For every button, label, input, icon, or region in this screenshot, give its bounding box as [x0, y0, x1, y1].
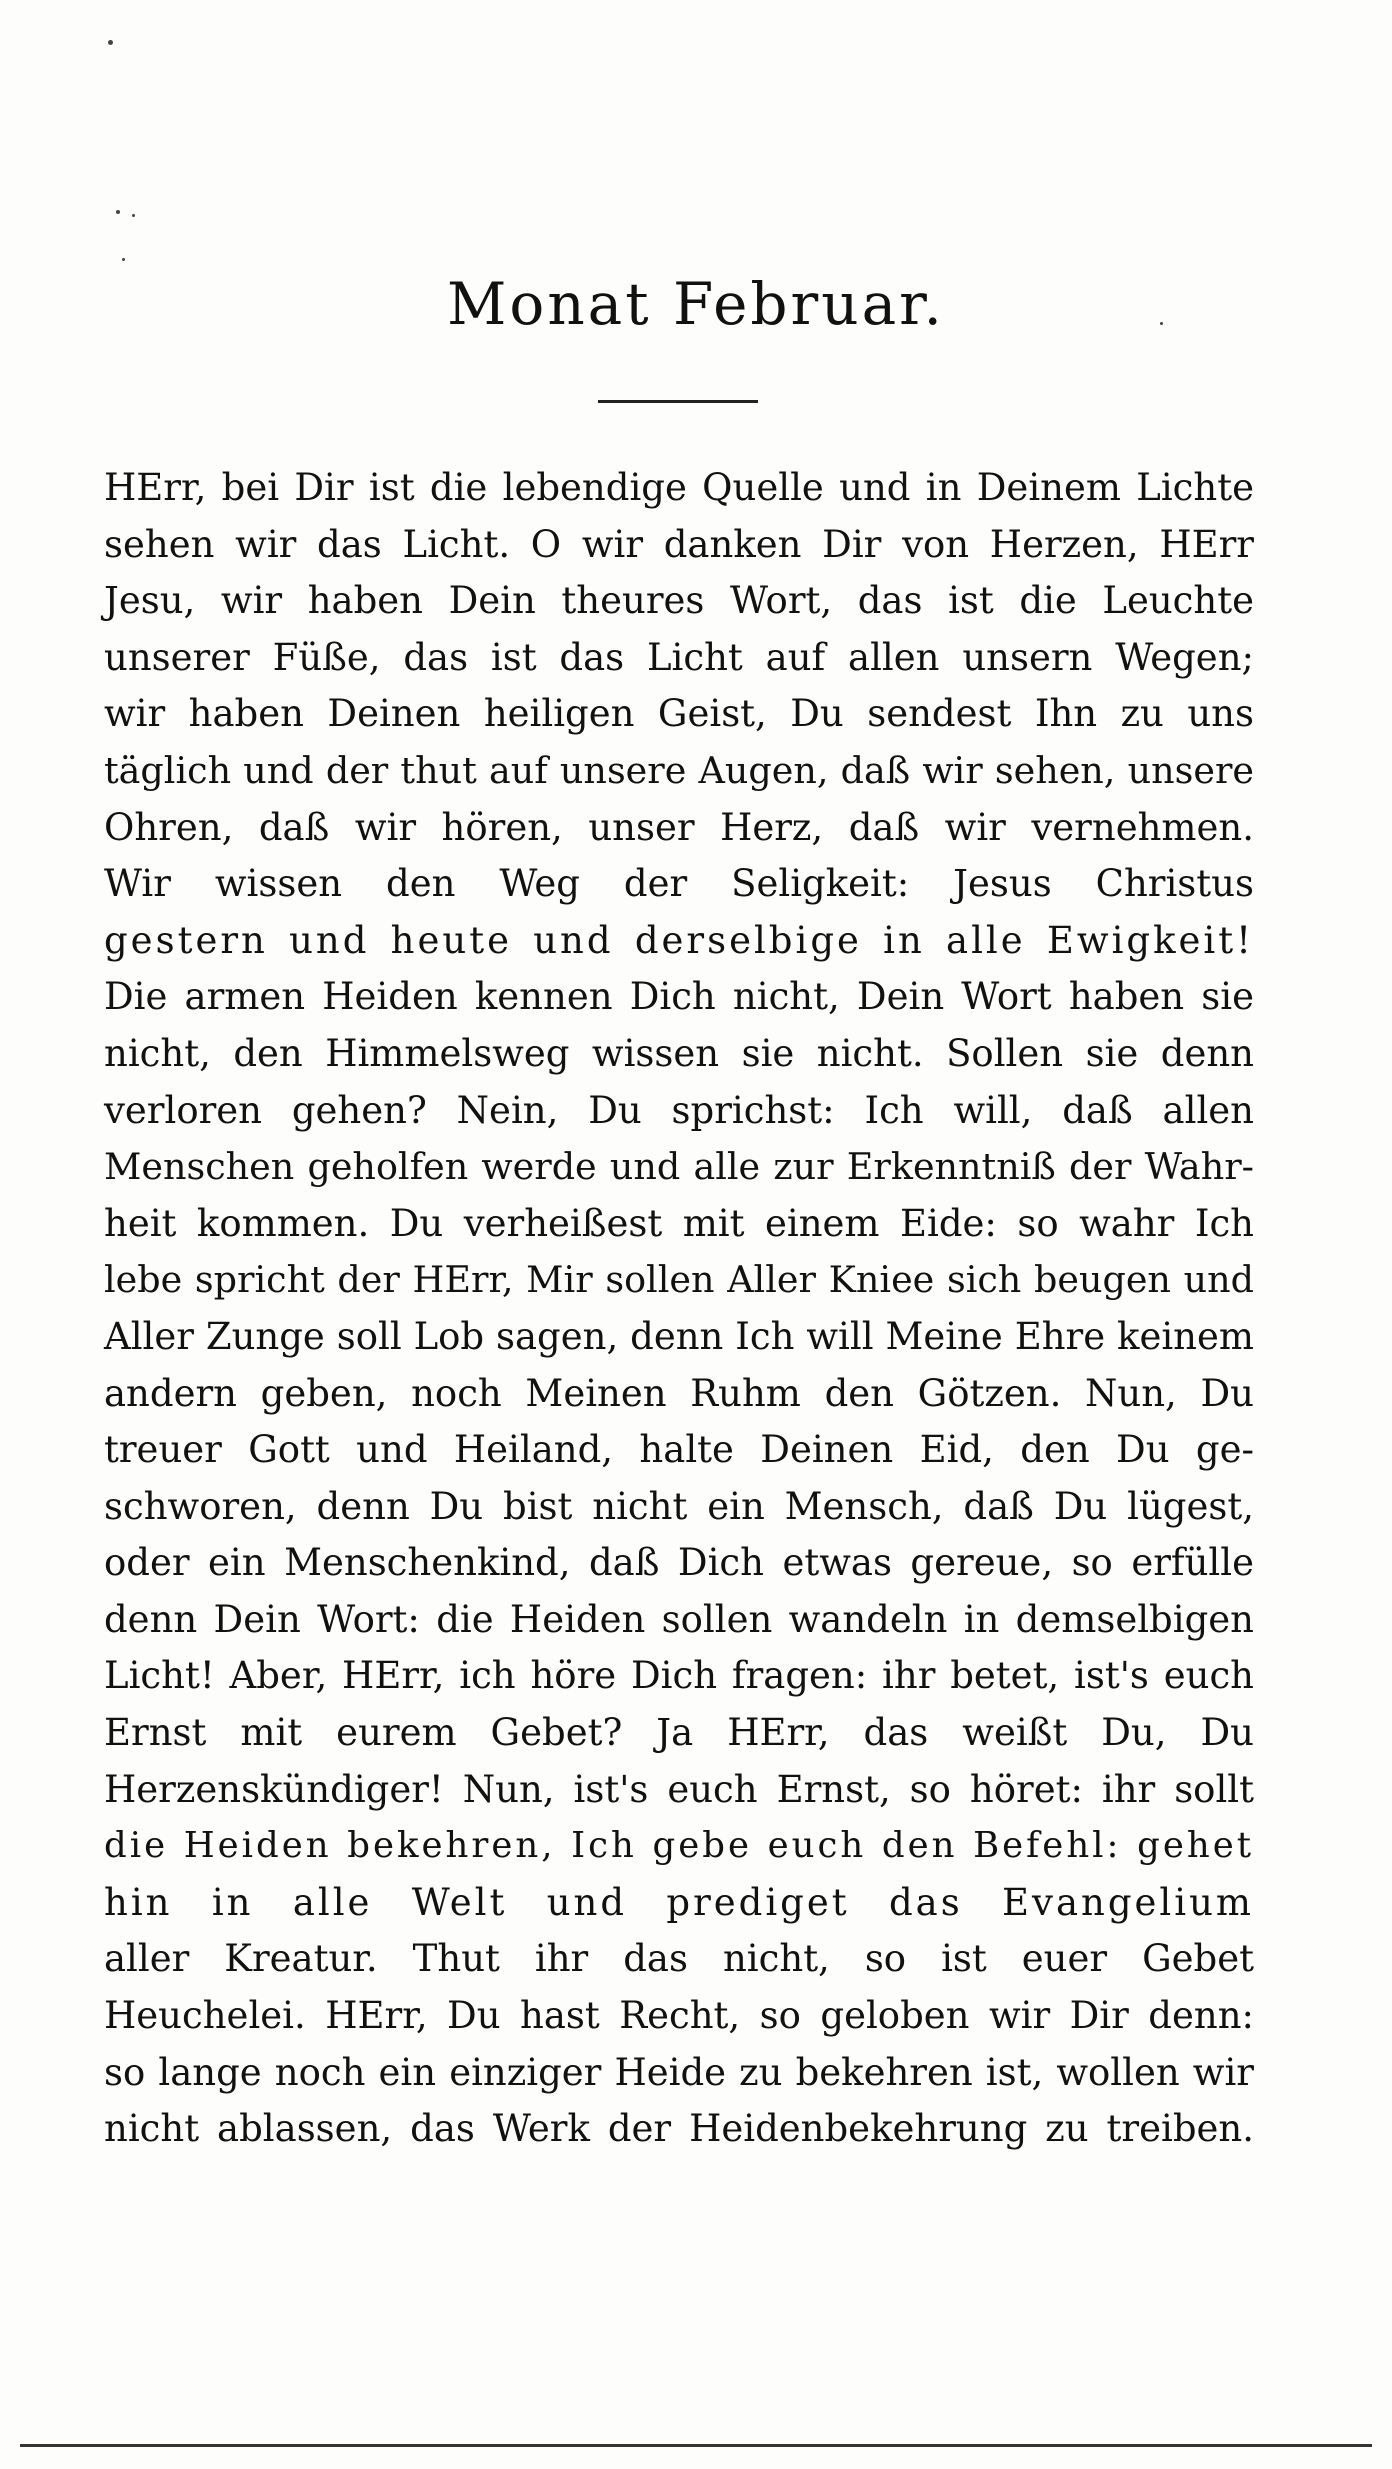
text-line: HErr, bei Dir ist die lebendige Quelle und in Deinem Lichte — [104, 466, 1254, 509]
text-line: Ernst mit eurem Gebet? Ja HErr, das weißt Du, Du — [104, 1711, 1254, 1755]
text-line: nicht ablassen, das Werk der Heidenbekehrung zu treiben. — [104, 2107, 1254, 2151]
text-line: Ohren, daß wir hören, unser Herz, daß wir vernehmen. — [104, 805, 1254, 849]
text-line: sehen wir das Licht. O wir danken Dir von Herzen, HErr — [104, 522, 1254, 566]
text-line: andern geben, noch Meinen Ruhm den Götzen. Nun, Du — [104, 1371, 1254, 1415]
text-line: oder ein Menschenkind, daß Dich etwas gereue, so erfülle — [104, 1541, 1254, 1585]
text-line: Licht! Aber, HErr, ich höre Dich fragen: ihr betet, ist's euch — [104, 1654, 1254, 1698]
text-line: Die armen Heiden kennen Dich nicht, Dein Wort haben sie — [104, 975, 1254, 1019]
text-line: Herzenskündiger! Nun, ist's euch Ernst, so höret: ihr sollt — [104, 1767, 1254, 1811]
title-rule — [598, 400, 758, 403]
text-line: aller Kreatur. Thut ihr das nicht, so ist euer Gebet — [104, 1937, 1254, 1981]
text-line: so lange noch ein einziger Heide zu bekehren ist, wollen wir — [104, 2050, 1254, 2094]
page-title: Monat Februar. — [447, 270, 945, 338]
text-line: nicht, den Himmelsweg wissen sie nicht. Sollen sie denn — [104, 1031, 1254, 1075]
print-speck — [122, 258, 125, 261]
text-line: Heuchelei. HErr, Du hast Recht, so geloben wir Dir denn: — [104, 1994, 1254, 2038]
text-line: verloren gehen? Nein, Du sprichst: Ich will, daß allen — [104, 1088, 1254, 1132]
print-speck — [108, 40, 113, 45]
text-line: treuer Gott und Heiland, halte Deinen Eid, den Du ge- — [104, 1428, 1254, 1472]
text-line: die Heiden bekehren, Ich gebe euch den Befehl: gehet — [104, 1825, 1254, 1867]
text-line: Aller Zunge soll Lob sagen, denn Ich will Meine Ehre keinem — [104, 1314, 1254, 1358]
page-edge-line — [20, 2444, 1372, 2447]
text-line: Jesu, wir haben Dein theures Wort, das ist die Leuchte — [104, 579, 1254, 623]
print-speck — [116, 210, 120, 214]
text-line: schworen, denn Du bist nicht ein Mensch, daß Du lügest, — [104, 1484, 1254, 1528]
text-line: täglich und der thut auf unsere Augen, daß wir sehen, unsere — [104, 748, 1254, 792]
text-line: Menschen geholfen werde und alle zur Erkenntniß der Wahr- — [104, 1145, 1254, 1189]
text-line: Wir wissen den Weg der Seligkeit: Jesus Christus — [104, 862, 1254, 906]
text-line: hin in alle Welt und prediget das Evangelium — [104, 1880, 1254, 1924]
text-line: gestern und heute und derselbige in alle Ewigkeit! — [104, 918, 1254, 962]
text-line: wir haben Deinen heiligen Geist, Du sendest Ihn zu uns — [104, 692, 1254, 736]
prayer-text — [104, 460, 1254, 2158]
print-speck — [132, 214, 135, 217]
text-line: denn Dein Wort: die Heiden sollen wandeln in demselbigen — [104, 1597, 1254, 1641]
text-line: unserer Füße, das ist das Licht auf allen unsern Wegen; — [104, 635, 1254, 679]
text-line: heit kommen. Du verheißest mit einem Eide: so wahr Ich — [104, 1201, 1254, 1245]
text-line: lebe spricht der HErr, Mir sollen Aller Kniee sich beugen und — [104, 1258, 1254, 1302]
